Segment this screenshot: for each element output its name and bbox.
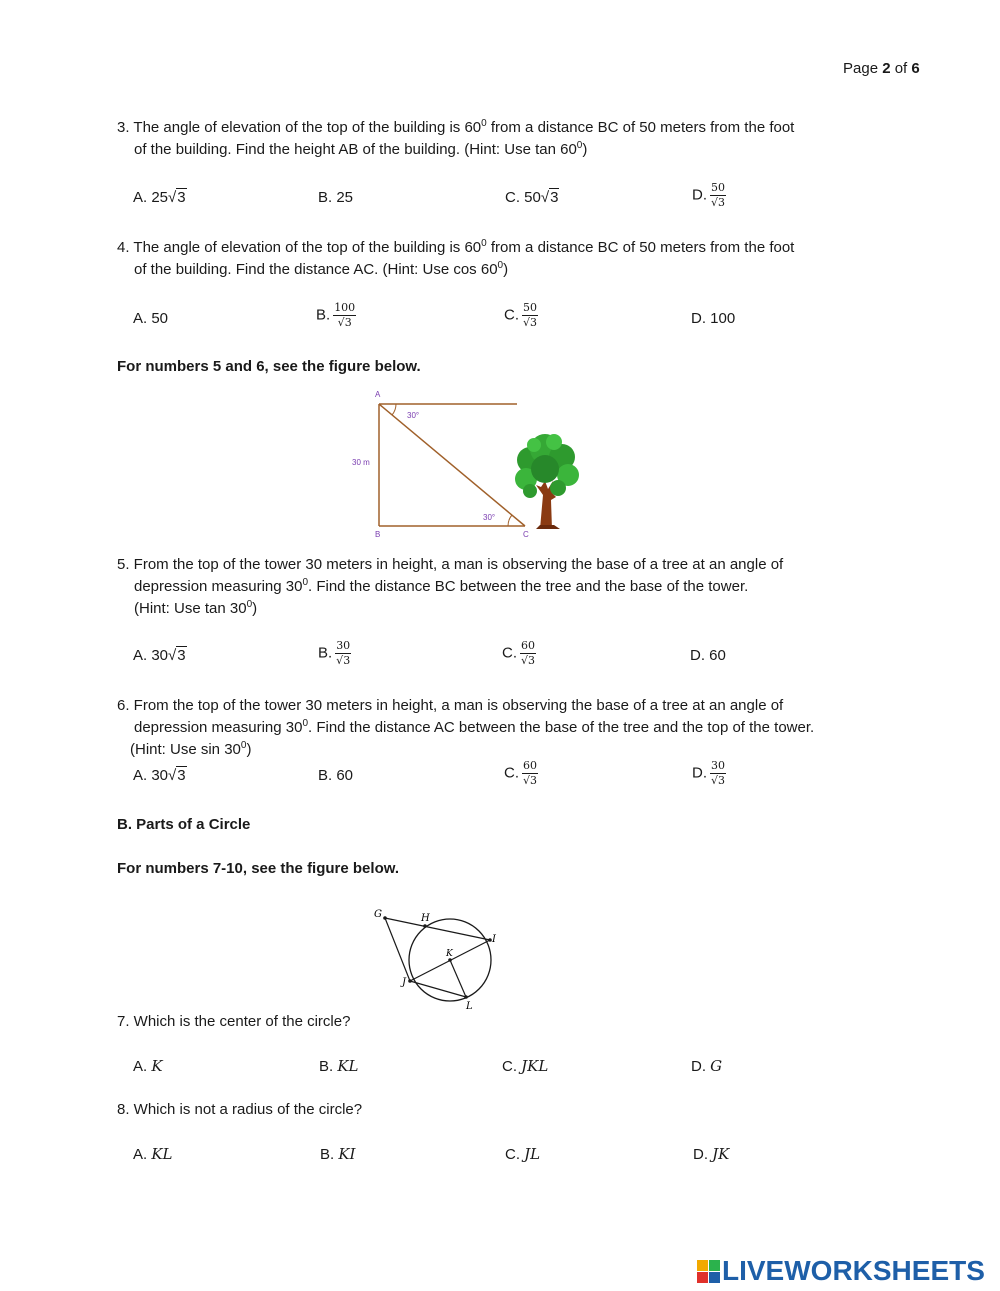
question-5-line-3: (Hint: Use $\tan 30^0$)	[134, 599, 258, 617]
q8-option-a[interactable]: A. KL	[133, 1145, 173, 1163]
q6-option-c[interactable]: C. $\frac{60}{√3}$	[504, 759, 537, 787]
q3-option-b[interactable]: B. 25	[318, 189, 354, 206]
question-6-line-2: depression measuring $30^0$. Find the distance AC between the base of the tree and the top of the tower.	[134, 718, 815, 736]
tree-icon	[515, 434, 579, 529]
q5-option-d[interactable]: D. 60	[690, 647, 726, 664]
label-h: H	[421, 913, 430, 924]
q5-option-b[interactable]: B. $\frac{30}{√3}$	[318, 639, 351, 667]
q7-option-c[interactable]: C. JKL	[502, 1057, 549, 1075]
q8-option-b[interactable]: B. KI	[320, 1145, 356, 1163]
question-3-line-1: 3. The angle of elevation of the top of the building is $60^0$ from a distance BC of 50 meters from the foot	[117, 118, 795, 136]
q5-option-a[interactable]: A. 30√3	[133, 647, 186, 664]
label-g: G	[374, 909, 382, 920]
question-3	[117, 117, 897, 161]
question-5	[117, 554, 897, 620]
q4-option-a[interactable]: A. 50	[133, 310, 169, 327]
label-angle-bottom: 30°	[483, 513, 496, 522]
q4-option-b[interactable]: B. $\frac{100}{√3}$	[316, 301, 356, 329]
logo-text: LIVEWORKSHEETS	[722, 1255, 985, 1286]
q8-option-d[interactable]: D. JK	[693, 1145, 730, 1163]
q3-option-c[interactable]: C. 50√3	[505, 189, 559, 206]
question-4	[117, 237, 897, 281]
question-4-line-2: of the building. Find the distance AC. (Hint: Use $\cos 60^0$)	[134, 260, 509, 278]
question-6	[117, 695, 907, 761]
liveworksheets-logo[interactable]	[697, 1255, 985, 1287]
q7-option-b[interactable]: B. KL	[319, 1057, 359, 1075]
q6-option-a[interactable]: A. 30√3	[133, 767, 186, 784]
label-l: L	[466, 1001, 473, 1012]
angle-arc-bottom	[508, 515, 512, 526]
question-6-line-1: 6. From the top of the tower 30 meters in height, a man is observing the base of a tree at an angle of	[117, 697, 784, 714]
q7-option-a[interactable]: A. K	[133, 1057, 163, 1075]
question-5-line-2: depression measuring $30^0$. Find the distance BC between the tree and the base of the tower.	[134, 577, 749, 595]
logo-blocks-icon	[697, 1260, 720, 1283]
angle-arc-top	[392, 404, 396, 415]
question-4-line-1: 4. The angle of elevation of the top of the building is $60^0$ from a distance BC of 50 meters from the foot	[117, 238, 795, 256]
label-height: 30 m	[352, 458, 370, 467]
question-7: 7. Which is the center of the circle?	[117, 1013, 351, 1030]
page-number: Page 2 of 6	[843, 60, 920, 77]
question-6-line-3: (Hint: Use $\sin 30^0$)	[130, 740, 252, 758]
circle-figure	[365, 905, 510, 1015]
label-j: J	[402, 977, 407, 988]
question-5-line-1: 5. From the top of the tower 30 meters in height, a man is observing the base of a tree at an angle of	[117, 556, 784, 573]
label-c: C	[523, 530, 529, 539]
radius-kl	[450, 960, 466, 997]
label-a: A	[375, 390, 381, 399]
section-heading-5-6: For numbers 5 and 6, see the figure below.	[117, 358, 421, 375]
q4-option-d[interactable]: D. 100	[691, 310, 736, 327]
label-angle-top: 30°	[407, 411, 420, 420]
label-b: B	[375, 530, 381, 539]
tower-tree-figure	[340, 385, 590, 545]
section-b-heading: B. Parts of a Circle	[117, 816, 251, 833]
question-8: 8. Which is not a radius of the circle?	[117, 1101, 363, 1118]
q4-option-c[interactable]: C. $\frac{50}{√3}$	[504, 301, 537, 329]
q6-option-d[interactable]: D. $\frac{30}{√3}$	[692, 759, 725, 787]
section-heading-7-10: For numbers 7-10, see the figure below.	[117, 860, 400, 877]
q3-option-d[interactable]: D. $\frac{50}{√3}$	[692, 181, 725, 209]
q6-option-b[interactable]: B. 60	[318, 767, 354, 784]
tangent-gj	[385, 918, 410, 981]
q8-option-c[interactable]: C. JL	[505, 1145, 541, 1163]
question-3-line-2: of the building. Find the height AB of the building. (Hint: Use $\tan 60^0$)	[134, 140, 588, 158]
q3-option-a[interactable]: A. 25√3	[133, 189, 186, 206]
label-k: K	[446, 949, 453, 959]
hypotenuse-ac	[379, 404, 525, 526]
chord-jl	[410, 981, 466, 997]
q5-option-c[interactable]: C. $\frac{60}{√3}$	[502, 639, 535, 667]
q7-option-d[interactable]: D. G	[691, 1057, 723, 1075]
label-i: I	[492, 934, 496, 945]
